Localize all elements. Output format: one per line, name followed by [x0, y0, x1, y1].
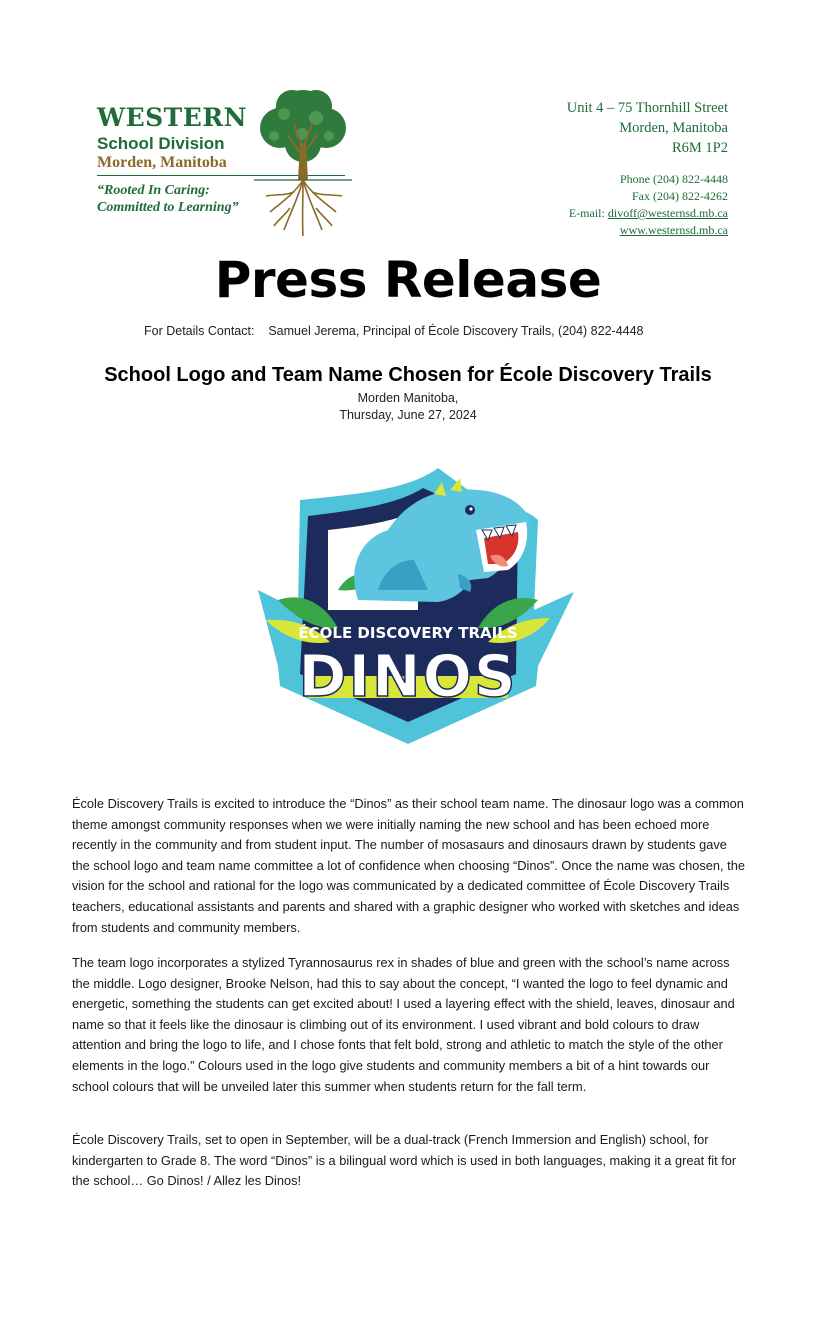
dateline — [0, 390, 816, 424]
motto-line-1: “Rooted In Caring: — [97, 183, 210, 198]
org-subtitle: School Division — [97, 134, 225, 153]
address-line-1: Unit 4 – 75 Thornhill Street — [566, 100, 728, 116]
logo-banner-text: ÉCOLE DISCOVERY TRAILS — [298, 624, 518, 642]
dinosaur-shield-logo — [238, 460, 576, 746]
paragraph-3 — [72, 1130, 748, 1192]
website-link[interactable]: www.westernsd.mb.ca — [619, 223, 728, 237]
email-link[interactable]: divoff@westernsd.mb.ca — [607, 206, 728, 220]
address-line-2: Morden, Manitoba — [619, 120, 728, 136]
paragraph-2 — [72, 953, 748, 1097]
org-address — [567, 98, 728, 158]
org-contact — [569, 171, 728, 239]
paragraph-2-text: The team logo incorporates a stylized Tyrannosaurus rex in shades of blue and green with the school’s name across the middle. Logo designer, Brooke Nelson, had this to say about the concept, “I wanted the logo to feel dynamic and energetic, something the students can get excited about! I used a layering effect with the shield, leaves, dinosaur and name so that it feels like the dinosaur is climbing out of its environment. I used vibrant and bold colours to draw attention and bring the logo to life, and I chose fonts that felt bold, strong and athletic to match the style of the other elements in the logo.” Colours used in the logo give students and community members a bit of a hint towards our school colours that will be unveiled later this summer when students return for the fall term. — [72, 955, 735, 1094]
paragraph-1-text: École Discovery Trails is excited to introduce the “Dinos” as their school team name. The dinosaur logo was a common theme amongst community responses when we were initially naming the new school and has been echoed more recently in the community and from student input. The number of mosasaurs and dinosaurs drawn by students gave the school logo and team name committee a lot of confidence when choosing “Dinos”. Once the name was chosen, the vision for the school and rational for the logo was communicated by a dedicated committee of École Discovery Trails teachers, educational assistants and parents and shared with a graphic designer who worked with sketches and ideas from students and community members. — [72, 796, 745, 935]
tree-roots-icon — [254, 84, 352, 238]
org-name: WESTERN — [97, 103, 247, 132]
details-contact: For Details Contact: Samuel Jerema, Principal of École Discovery Trails, (204) 822-4448 — [144, 324, 644, 338]
paragraph-3-text: École Discovery Trails, set to open in September, will be a dual-track (French Immersion and English) school, for kindergarten to Grade 8. The word “Dinos” is a bilingual word which is used in both languages, making it a great fit for the school… Go Dinos! / Allez les Dinos! — [72, 1132, 737, 1189]
motto-line-2: Committed to Learning” — [97, 200, 239, 215]
motto — [97, 182, 239, 216]
dateline-date: Thursday, June 27, 2024 — [339, 408, 477, 422]
page-title: Press Release — [214, 251, 602, 309]
dateline-place: Morden Manitoba, — [357, 391, 459, 405]
headline: School Logo and Team Name Chosen for École Discovery Trails — [104, 364, 712, 386]
org-location: Morden, Manitoba — [97, 154, 227, 171]
logo-team-name: DINOS — [298, 642, 518, 710]
email-line — [569, 205, 728, 222]
phone-number: Phone (204) 822-4448 — [620, 172, 728, 186]
paragraph-1 — [72, 794, 748, 938]
email-label: E-mail: — [568, 206, 605, 220]
address-line-3: R6M 1P2 — [671, 140, 728, 156]
website-line — [569, 222, 728, 239]
fax-number: Fax (204) 822-4262 — [632, 189, 728, 203]
